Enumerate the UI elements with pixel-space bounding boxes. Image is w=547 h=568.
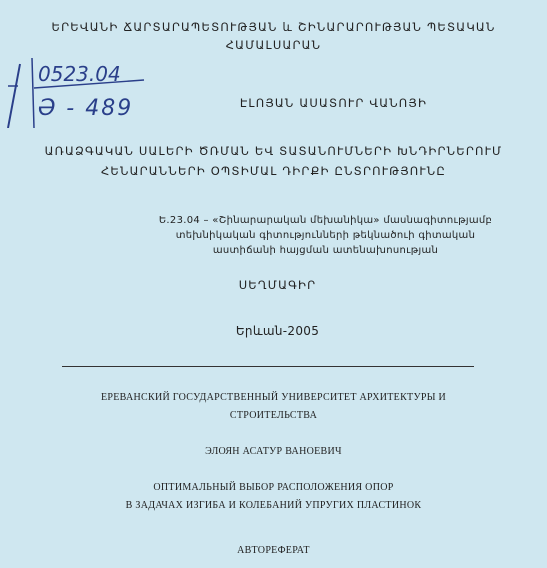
university-name-line2: ՀԱՄԱԼՍԱՐԱՆ (225, 38, 322, 52)
russian-title-line1: ОПТИМАЛЬНЫЙ ВЫБОР РАСПОЛОЖЕНИЯ ОПОР (153, 482, 394, 493)
title-line2: ՀԵՆԱՐԱՆՆԵՐԻ ՕՊՏԻՄԱԼ ԴԻՐՔԻ ԸՆՏՐՈՒԹՅՈՒՆԸ (100, 164, 447, 178)
title-line1: ԱՌԱՁԳԱԿԱՆ ՍԱԼԵՐԻ ԾՌՄԱՆ ԵՎ ՏԱՏԱՆՈՒՄՆԵՐԻ ԽՆԴԻՐՆԵՐՈՒՄ (44, 144, 503, 158)
city-year: Երևան-2005 (235, 324, 320, 338)
author-name: ԷԼՈՅԱՆ ԱՍԱՏՈՒՐ ՎԱՆՈՅԻ (239, 96, 428, 110)
specialty-line2: տեխնիկական գիտությունների թեկնածուի գիտական (175, 230, 476, 241)
russian-title-line2: В ЗАДАЧАХ ИЗГИБА И КОЛЕБАНИЙ УПРУГИХ ПЛАСТИНОК (125, 500, 422, 511)
russian-university-line1: ЕРЕВАНСКИЙ ГОСУДАРСТВЕННЫЙ УНИВЕРСИТЕТ АРХИТЕКТУРЫ И (100, 392, 447, 403)
specialty-line1: Ե.23.04 – «Շինարարական մեխանիկա» մասնագիտությամբ (158, 215, 493, 226)
russian-university-line2: СТРОИТЕЛЬСТВА (229, 410, 318, 421)
handwritten-code-bottom: Ә - 489 (38, 96, 134, 121)
handwritten-code-top: 0523.04 (38, 62, 121, 86)
specialty-line3: աստիճանի հայցման ատենախոսության (212, 245, 439, 256)
russian-document-type: АВТОРЕФЕРАТ (237, 545, 310, 556)
divider-rule (62, 366, 474, 367)
university-name-line1: ԵՐԵՎԱՆԻ ՃԱՐՏԱՐԱՊԵՏՈՒԹՅԱՆ և ՇԻՆԱՐԱՐՈՒԹՅԱՆ ՊԵՏԱԿԱՆ (51, 20, 496, 34)
document-type-armenian: ՍԵՂՄԱԳԻՐ (238, 278, 317, 292)
library-stamp (4, 58, 154, 128)
russian-author-name: ЭЛОЯН АСАТУР ВАНОЕВИЧ (205, 446, 342, 457)
